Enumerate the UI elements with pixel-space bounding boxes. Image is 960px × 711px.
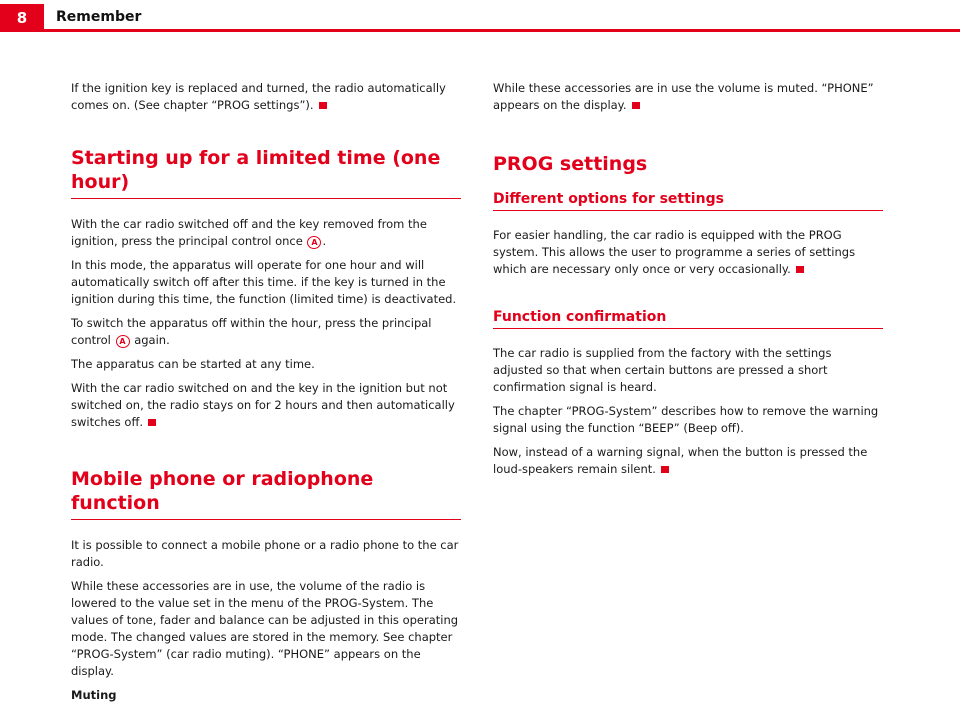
paragraph: With the car radio switched off and the key removed from the ignition, press the principal control once A . [71,217,427,248]
paragraph: Now, instead of a warning signal, when the button is pressed the loud-speakers remain silent. [493,445,868,476]
paragraph: While these accessories are in use, the volume of the radio is lowered to the value set in the menu of the PROG-System. The values of tone, fader and balance can be adjusted in this operating mode. The changed values are stored in the memory. See chapter “PROG-System” (car radio muting). “PHONE” appears on the display. [71,579,459,678]
right-column [493,80,883,485]
paragraph: The car radio is supplied from the factory with the settings adjusted so that when certain buttons are pressed a short confirmation signal is heard. [493,346,832,394]
section-heading-mobile-phone: Mobile phone or radiophone function [71,467,461,520]
subsection-options-body [493,227,883,278]
end-marker-icon [148,419,156,426]
paragraph: In this mode, the apparatus will operate for one hour and will automatically switch off after this time. if the key is turned in the ignition during this time, the function (limited time) is deactivated. [71,258,457,306]
end-marker-icon [632,102,640,109]
intro-paragraph: If the ignition key is replaced and turned, the radio automatically comes on. (See chapter “PROG settings”). [71,81,446,112]
control-a-icon: A [307,236,321,249]
end-marker-icon [796,266,804,273]
paragraph: It is possible to connect a mobile phone or a radio phone to the car radio. [71,538,459,569]
control-a-icon: A [116,335,130,348]
subsection-heading-function-confirmation: Function confirmation [493,308,883,329]
paragraph: To switch the apparatus off within the hour, press the principal control A again. [71,316,432,347]
section-limited-time-body [71,216,461,431]
end-marker-icon [661,466,669,473]
page-header [0,0,960,34]
subsection-heading-options: Different options for settings [493,190,883,211]
header-rule [44,29,960,32]
intro-paragraph: While these accessories are in use the volume is muted. “PHONE” appears on the display. [493,81,874,112]
subsection-function-confirmation-body [493,345,883,478]
subheading-muting: Muting [71,688,117,702]
paragraph: For easier handling, the car radio is equipped with the PROG system. This allows the user to programme a series of settings which are necessary only once or very occasionally. [493,228,856,276]
section-heading-limited-time: Starting up for a limited time (one hour) [71,146,461,199]
section-mobile-phone-body [71,537,461,704]
page-number: 8 [0,4,44,32]
paragraph: The apparatus can be started at any time. [71,357,315,371]
left-column [71,80,461,711]
paragraph: The chapter “PROG-System” describes how to remove the warning signal using the function “BEEP” (Beep off). [493,404,879,435]
header-title: Remember [56,9,142,25]
end-marker-icon [319,102,327,109]
section-heading-prog-settings: PROG settings [493,153,648,175]
paragraph: With the car radio switched on and the key in the ignition but not switched on, the radio stays on for 2 hours and then automatically switches off. [71,381,455,429]
